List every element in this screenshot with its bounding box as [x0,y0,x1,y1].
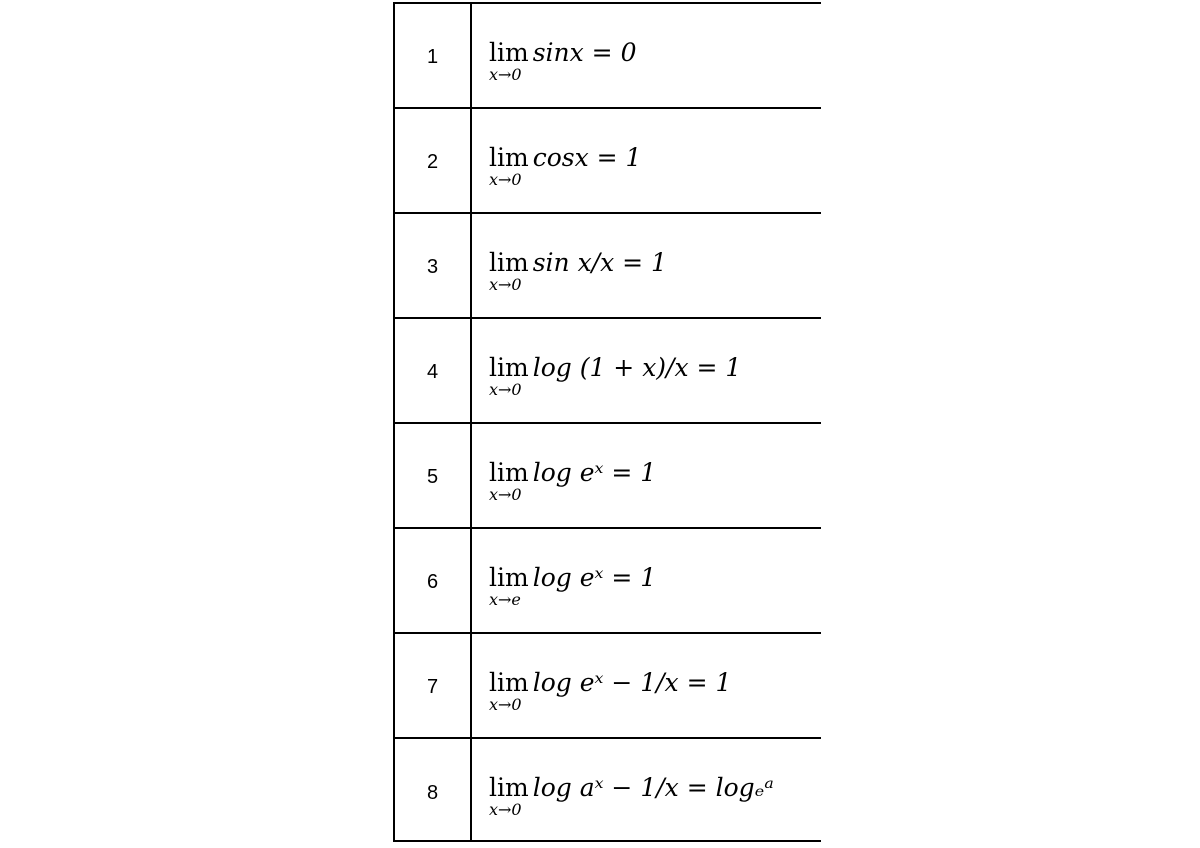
table-row [395,634,821,739]
lim-subscript: x→0 [489,695,522,714]
table-row [395,529,821,634]
row-number: 1 [426,45,439,68]
limit-formula [489,143,642,189]
row-number: 8 [426,781,439,804]
limits-table [393,2,821,842]
lim-operator: lim [489,353,529,382]
lim-subscript: x→0 [489,170,522,189]
lim-operator: lim [489,563,529,592]
row-number: 3 [426,255,439,278]
limit-formula [489,668,732,714]
limit-expression: log aˣ − 1/x = logₑᵃ [532,773,774,802]
row-number: 6 [426,570,439,593]
table-row [395,109,821,214]
row-number: 5 [426,465,439,488]
lim-subscript: x→0 [489,800,522,819]
table-row [395,424,821,529]
row-number: 7 [426,675,439,698]
row-number: 4 [426,360,439,383]
lim-operator: lim [489,668,529,697]
limit-formula [489,353,742,399]
lim-operator: lim [489,773,529,802]
row-number: 2 [426,150,439,173]
lim-subscript: x→0 [489,485,522,504]
lim-subscript: x→0 [489,65,522,84]
table-row [395,4,821,109]
lim-operator: lim [489,143,529,172]
limit-formula [489,38,637,84]
limit-expression: sin x/x = 1 [532,248,667,277]
lim-operator: lim [489,248,529,277]
lim-operator: lim [489,38,529,67]
limit-expression: sinx = 0 [532,38,637,67]
limit-expression: log (1 + x)/x = 1 [532,353,742,382]
limit-formula [489,563,657,609]
limit-expression: log eˣ = 1 [532,458,657,487]
table-row [395,319,821,424]
limit-formula [489,773,774,819]
limit-expression: cosx = 1 [532,143,642,172]
table-row [395,739,821,844]
limit-formula [489,248,667,294]
limit-formula [489,458,657,504]
lim-subscript: x→0 [489,380,522,399]
lim-subscript: x→e [489,590,521,609]
limit-expression: log eˣ = 1 [532,563,657,592]
lim-subscript: x→0 [489,275,522,294]
table-row [395,214,821,319]
lim-operator: lim [489,458,529,487]
limit-expression: log eˣ − 1/x = 1 [532,668,732,697]
